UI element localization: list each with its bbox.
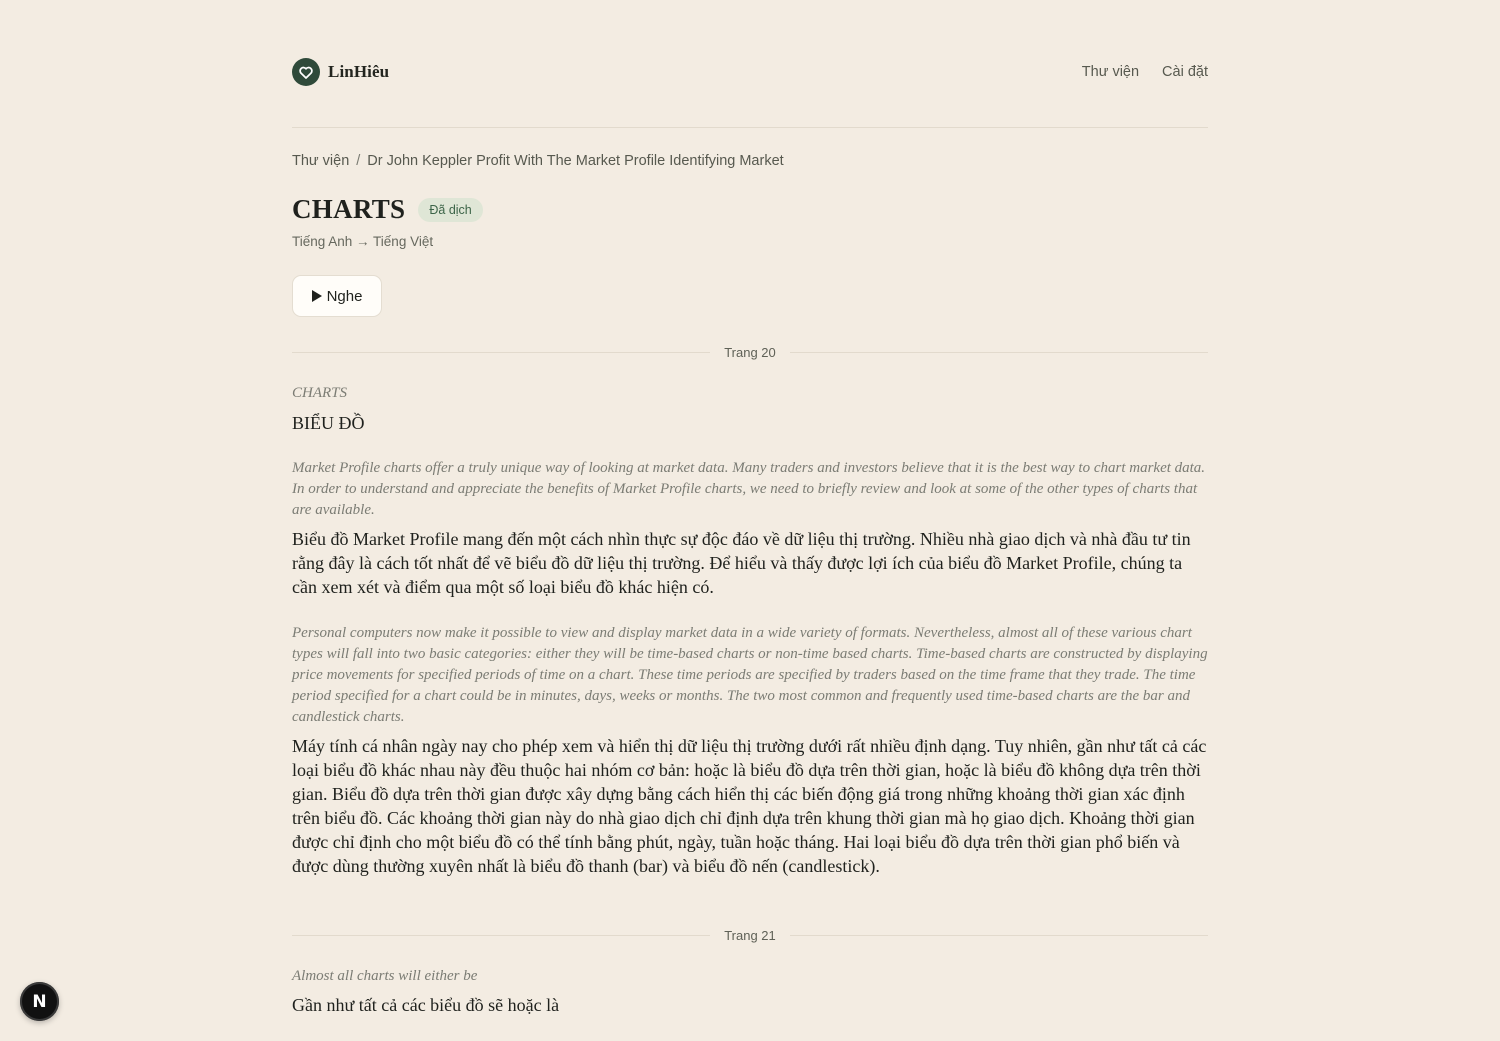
page-number-label: Trang 21	[724, 927, 776, 943]
header-divider	[292, 127, 1208, 128]
nav-library-link[interactable]: Thư viện	[1081, 64, 1140, 80]
translated-text: Biểu đồ Market Profile mang đến một cách nhìn thực sự độc đáo về dữ liệu thị trường. Nhiều nhà giao dịch và nhà đầu tư tin rằng đây là cách tốt nhất để vẽ biểu đồ dữ liệu thị trường. Để hiểu và thấy được lợi ích của biểu đồ Market Profile, chúng ta cần xem xét và điểm qua một số loại biểu đồ khác hiện có.	[292, 529, 1191, 597]
brand-name: LinHiêu	[328, 62, 390, 81]
source-text: CHARTS	[292, 385, 348, 401]
n-logo-icon: N	[32, 991, 47, 1012]
divider-line	[790, 352, 1208, 353]
top-nav	[1059, 57, 1208, 87]
chapter-title-row	[292, 194, 483, 225]
page-title: CHARTS	[292, 194, 406, 224]
source-text: Personal computers now make it possible to view and display market data in a wide variety of formats. Nevertheless, almost all of these various chart types will fall into two basic categories: either they will be time-based charts or non-time based charts. Time-based charts are constructed by displaying price movements for specified periods of time on a chart. These time periods are specified by traders based on the time frame that they trade. The time period specified for a chart could be in minutes, days, weeks or months. The two most common and frequently used time-based charts are the bar and candlestick charts.	[292, 625, 1208, 725]
heart-icon	[292, 58, 320, 86]
divider-line	[790, 935, 1208, 936]
divider-line	[292, 352, 710, 353]
page-number-label: Trang 20	[724, 344, 776, 360]
translated-text: BIỂU ĐỒ	[292, 413, 365, 433]
next-devtools-button[interactable]	[20, 982, 59, 1021]
page-divider	[292, 342, 1208, 362]
translated-text: Gần như tất cả các biểu đồ sẽ hoặc là	[292, 995, 560, 1015]
language-pair: Tiếng Anh → Tiếng Việt	[292, 234, 434, 249]
source-text: Almost all charts will either be	[292, 968, 478, 984]
status-badge: Đã dịch	[418, 198, 482, 222]
breadcrumb-book-title: Dr John Keppler Profit With The Market Profile Identifying Market	[367, 153, 784, 169]
page-divider	[292, 925, 1208, 945]
listen-button[interactable]	[292, 275, 382, 317]
site-header	[292, 57, 1208, 87]
translated-text: Máy tính cá nhân ngày nay cho phép xem và hiển thị dữ liệu thị trường dưới rất nhiều định dạng. Tuy nhiên, gần như tất cả các loại biểu đồ khác nhau này đều thuộc hai nhóm cơ bản: hoặc là biểu đồ dựa trên thời gian, hoặc là biểu đồ không dựa trên thời gian. Biểu đồ dựa trên thời gian được xây dựng bằng cách hiển thị các biến động giá trong những khoảng thời gian xác định trên biểu đồ. Các khoảng thời gian này do nhà giao dịch chỉ định dựa trên khung thời gian mà họ giao dịch. Khoảng thời gian được chỉ định cho một biểu đồ có thể tính bằng phút, ngày, tuần hoặc tháng. Hai loại biểu đồ dựa trên thời gian phổ biến và được dùng thường xuyên nhất là biểu đồ thanh (bar) và biểu đồ nến (candlestick).	[292, 736, 1207, 876]
divider-line	[292, 935, 710, 936]
breadcrumb	[292, 153, 784, 169]
breadcrumb-separator: /	[356, 153, 361, 169]
source-text: Market Profile charts offer a truly unique way of looking at market data. Many traders and investors believe that it is the best way to chart market data. In order to understand and appreciate the benefits of Market Profile charts, we need to briefly review and look at some of the other types of charts that are available.	[292, 460, 1206, 518]
nav-settings-link[interactable]: Cài đặt	[1162, 64, 1208, 80]
brand-link[interactable]	[292, 57, 389, 87]
play-icon	[312, 290, 322, 302]
listen-button-label: Nghe	[326, 287, 363, 305]
breadcrumb-library-link[interactable]: Thư viện	[292, 153, 350, 169]
